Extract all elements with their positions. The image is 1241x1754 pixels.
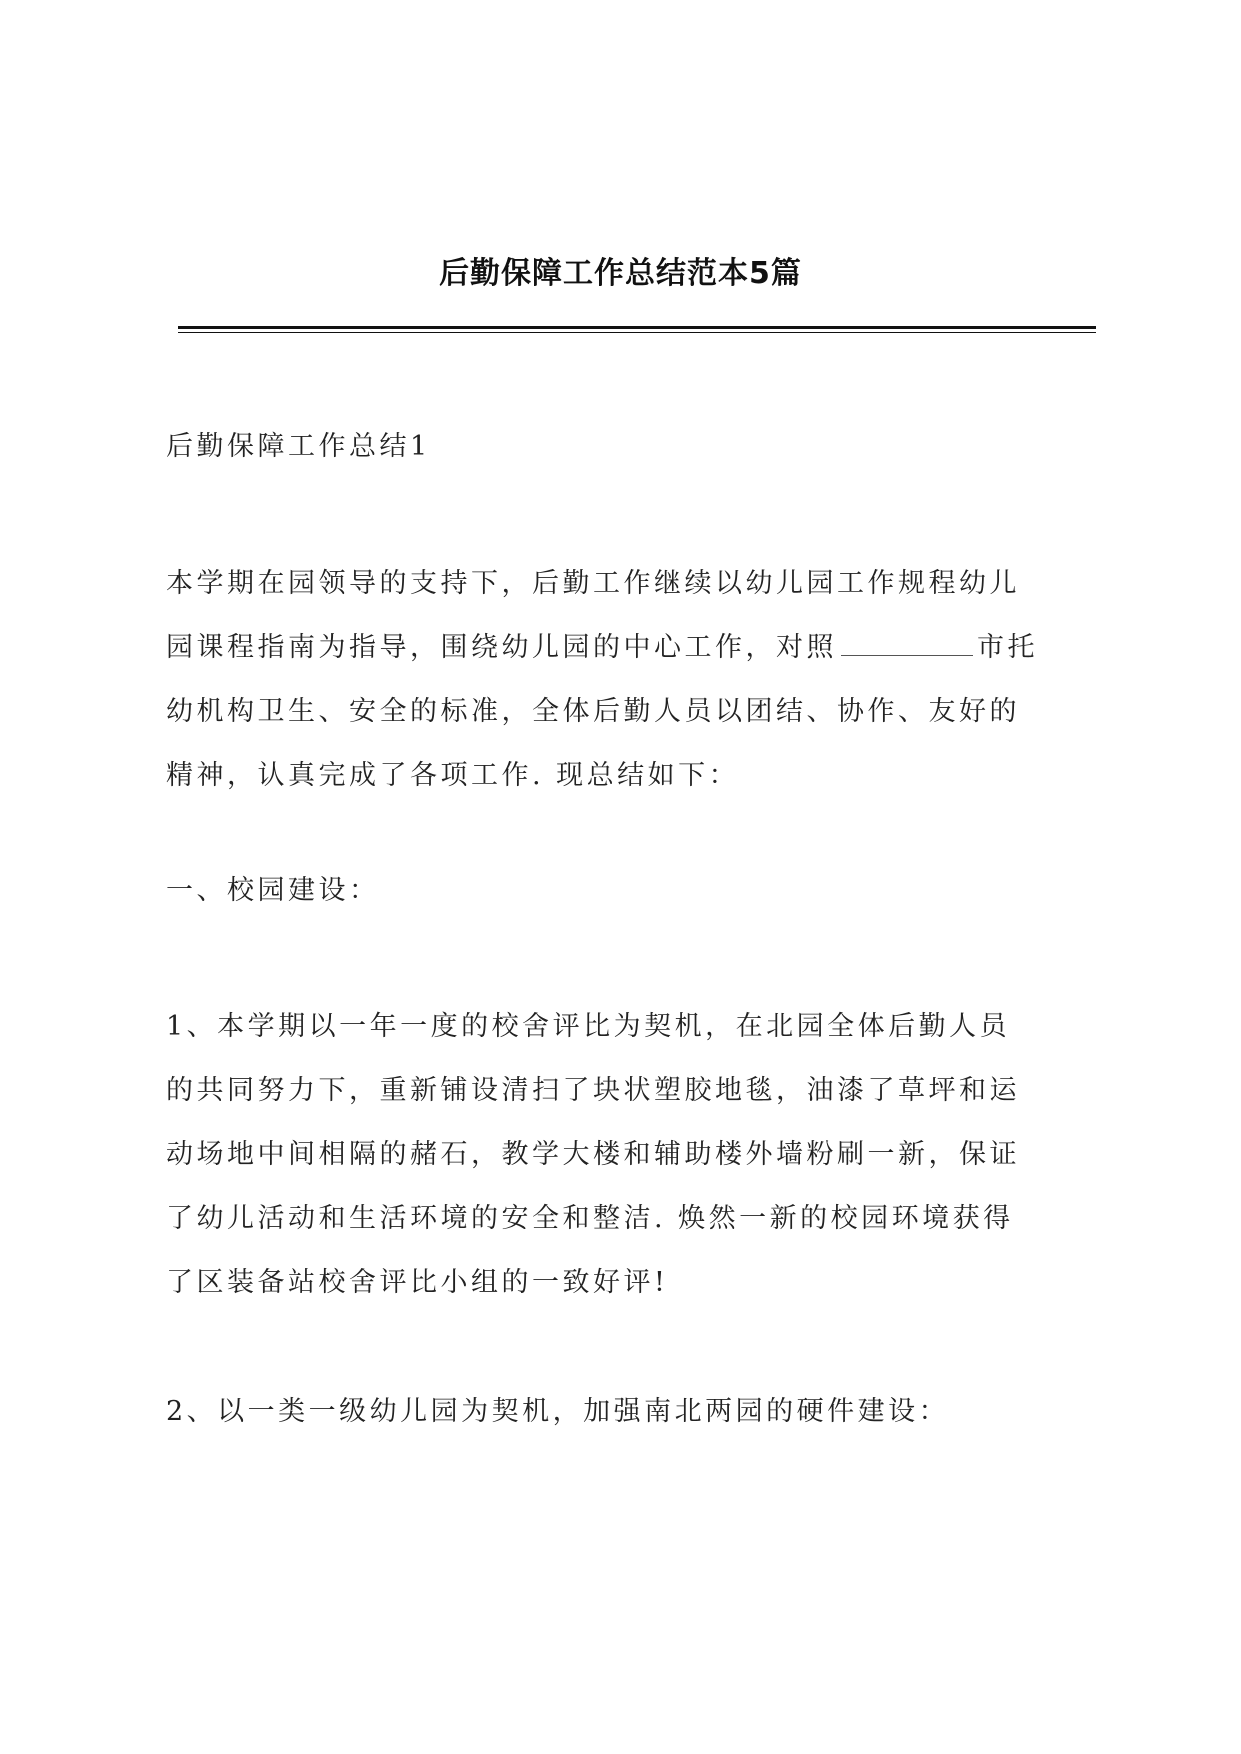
title-underline-thick — [178, 326, 1096, 329]
item1-line-1: 1、本学期以一年一度的校舍评比为契机，在北园全体后勤人员 — [166, 1011, 1011, 1042]
intro-line-4: 精神，认真完成了各项工作. 现总结如下： — [166, 760, 740, 791]
intro-line-3: 幼机构卫生、安全的标准，全体后勤人员以团结、协作、友好的 — [166, 696, 1020, 727]
intro-line-1: 本学期在园领导的支持下，后勤工作继续以幼儿园工作规程幼儿 — [166, 568, 1020, 599]
intro-paragraph — [166, 552, 1096, 808]
item1-line-2: 的共同努力下，重新铺设清扫了块状塑胶地毯，油漆了草坪和运 — [166, 1075, 1020, 1106]
heading-campus-construction: 一、校园建设： — [166, 875, 380, 906]
section-heading: 后勤保障工作总结1 — [166, 431, 431, 462]
item1-line-3: 动场地中间相隔的赭石，教学大楼和辅助楼外墙粉刷一新，保证 — [166, 1139, 1020, 1170]
document-title: 后勤保障工作总结范本5篇 — [439, 256, 802, 291]
fill-in-blank — [841, 633, 973, 656]
item-1-paragraph — [166, 995, 1096, 1315]
item1-line-5: 了区装备站校舍评比小组的一致好评! — [166, 1267, 669, 1298]
intro-line-2-tail: 市托 — [977, 632, 1038, 663]
item-2-line: 2、以一类一级幼儿园为契机，加强南北两园的硬件建设： — [166, 1396, 950, 1427]
title-underline-thin — [178, 332, 1096, 333]
intro-line-2 — [166, 616, 1096, 680]
intro-line-2-text: 园课程指南为指导，围绕幼儿园的中心工作，对照 — [166, 632, 837, 663]
item1-line-4: 了幼儿活动和生活环境的安全和整洁. 焕然一新的校园环境获得 — [166, 1203, 1014, 1234]
